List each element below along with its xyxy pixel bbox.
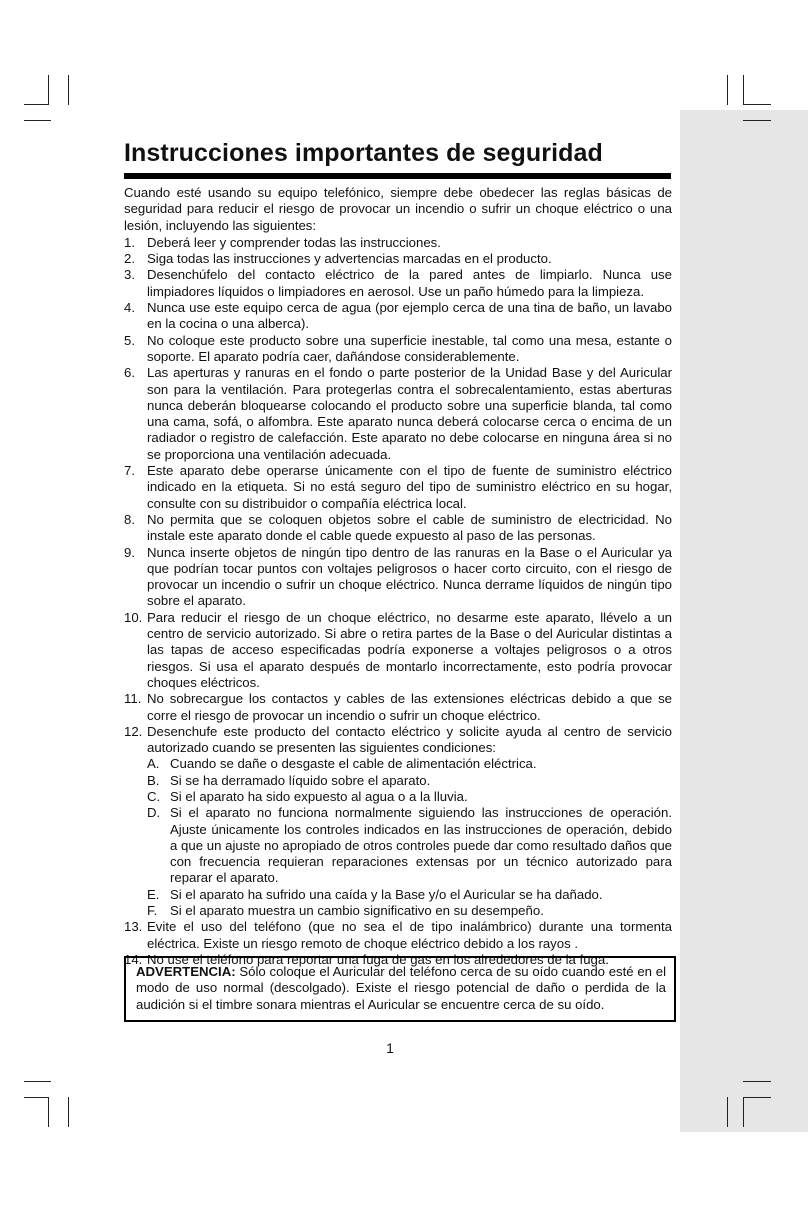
crop-mark-top-left [68, 75, 69, 105]
subitem-letter: E. [147, 886, 160, 902]
item-number: 6. [124, 365, 135, 381]
subitem-text: Si el aparato ha sido expuesto al agua o a la lluvia. [170, 788, 468, 804]
crop-mark-bottom-right [743, 1081, 771, 1082]
list-item [124, 545, 672, 610]
subitem-letter: F. [147, 903, 158, 919]
sublist-item [147, 756, 672, 772]
crop-mark-top-left [48, 75, 49, 105]
crop-mark-top-left [24, 104, 49, 105]
sublist-item [147, 887, 672, 903]
crop-mark-bottom-right [727, 1097, 728, 1127]
item-number: 1. [124, 234, 135, 250]
crop-mark-bottom-left [24, 1097, 49, 1098]
page-number: 1 [386, 1040, 394, 1056]
item-text: Las aperturas y ranuras en el fondo o parte posterior de la Unidad Base y del Auricular son para la ventilación. Para protegerlas contra el sobrecalentamiento, estas aberturas nunca deberán bloquearse colocando el producto sobre una superficie blanda, tal como una cama, sofá, o alfombra. Este aparato nunca deberá colocarse cerca o encima de un radiador o registro de calefacción. Este aparato no debe colocarse en ninguna área si no se proporciona una ventilación adecuada. [147, 365, 672, 462]
item-text: No coloque este producto sobre una superficie inestable, tal como una mesa, estante o soporte. El aparato podría caer, dañándose considerablemente. [147, 332, 672, 364]
item-text: Nunca use este equipo cerca de agua (por ejemplo cerca de una tina de baño, un lavabo en la cocina o una alberca). [147, 300, 672, 332]
subitem-letter: C. [147, 788, 161, 804]
item-number: 8. [124, 511, 135, 527]
sublist-item [147, 805, 672, 886]
list-item [124, 300, 672, 333]
crop-mark-top-right [743, 120, 771, 121]
list-item [124, 463, 672, 512]
item-number: 7. [124, 463, 135, 479]
gray-margin-band [680, 110, 808, 1132]
page-title: Instrucciones importantes de seguridad [124, 139, 603, 167]
item-text: No permita que se coloquen objetos sobre el cable de suministro de electricidad. No instale este aparato donde el cable quede expuesto al paso de las personas. [147, 511, 672, 544]
item-text: Evite el uso del teléfono (que no sea el de tipo inalámbrico) durante una tormenta eléctrica. Existe un riesgo remoto de choque eléctrico debido a los rayos . [147, 919, 672, 951]
conditions-sublist [147, 756, 672, 919]
crop-mark-top-right [743, 75, 744, 105]
title-rule [124, 173, 671, 179]
item-text: Nunca inserte objetos de ningún tipo dentro de las ranuras en la Base o el Auricular ya que podrían tocar puntos con voltajes peligrosos o hacer corto circuito, con el riesgo de provocar un incendio o sufrir un choque eléctrico. Nunca derrame líquidos de ningún tipo sobre el aparato. [147, 544, 672, 609]
warning-box [124, 956, 676, 1022]
item-text: Desenchúfelo del contacto eléctrico de la pared antes de limpiarlo. Nunca use limpiadores líquidos o limpiadores en aerosol. Use un paño húmedo para la limpieza. [147, 267, 672, 299]
item-number: 13. [124, 919, 143, 935]
subitem-letter: B. [147, 772, 160, 788]
item-number: 11. [124, 691, 142, 707]
item-number: 5. [124, 332, 135, 348]
list-item [124, 724, 672, 920]
safety-instructions [124, 185, 672, 968]
subitem-text: Si el aparato no funciona normalmente siguiendo las instrucciones de operación. Ajuste únicamente los controles indicados en las instrucciones de operación, debido a que un ajuste no apropiado de otros controles puede dar como resultado daños que con frecuencia requieran reparaciones extensas por un técnico autorizado para reparar el aparato. [170, 805, 672, 886]
warning-label: ADVERTENCIA: [136, 964, 236, 979]
crop-mark-bottom-right [743, 1097, 771, 1098]
item-text: Siga todas las instrucciones y advertencias marcadas en el producto. [147, 251, 552, 267]
crop-mark-top-right [727, 75, 728, 105]
warning-text: Sólo coloque el Auricular del teléfono cerca de su oído cuando esté en el modo de uso normal (descolgado). Existe el riesgo potencial de daño o perdida de la audición si el timbre sonara mientras el Auricular se encuentre cerca de su oído. [136, 964, 666, 1012]
item-number: 10. [124, 609, 143, 625]
instructions-list [124, 235, 672, 968]
list-item [124, 267, 672, 300]
intro-paragraph: Cuando esté usando su equipo telefónico, siempre debe obedecer las reglas básicas de seguridad para reducir el riesgo de provocar un incendio o sufrir un choque eléctrico o una lesión, incluyendo las siguientes: [124, 185, 672, 233]
subitem-letter: D. [147, 805, 161, 821]
list-item [124, 251, 672, 267]
item-text: No sobrecargue los contactos y cables de las extensiones eléctricas debido a que se corre el riesgo de provocar un incendio o sufrir un choque eléctrico. [147, 691, 672, 723]
item-text: Deberá leer y comprender todas las instrucciones. [147, 234, 441, 250]
list-item [124, 919, 672, 952]
item-text: No use el teléfono para reportar una fuga de gas en los alrededores de la fuga. [147, 951, 609, 967]
subitem-text: Si se ha derramado líquido sobre el aparato. [170, 772, 431, 788]
crop-mark-top-right [743, 104, 771, 105]
item-text: Para reducir el riesgo de un choque eléctrico, no desarme este aparato, llévelo a un centro de servicio autorizado. Si abre o retira partes de la Base o del Auricular distintas a las tapas de acceso especificadas podría exponerse a voltajes peligrosos o a otros riesgos. Si usa el aparato después de montarlo incorrectamente, esto podría provocar choques eléctricos. [147, 609, 672, 690]
list-item [124, 235, 672, 251]
crop-mark-bottom-left [48, 1097, 49, 1127]
crop-mark-bottom-left [68, 1097, 69, 1127]
subitem-letter: A. [147, 756, 160, 772]
item-number: 9. [124, 544, 135, 560]
item-number: 4. [124, 300, 135, 316]
sublist-item [147, 903, 672, 919]
sublist-item [147, 789, 672, 805]
item-text: Este aparato debe operarse únicamente con el tipo de fuente de suministro eléctrico indicado en la etiqueta. Si no está seguro del tipo de suministro eléctrico en su hogar, consulte con su distribuidor o compañía eléctrica local. [147, 463, 672, 511]
item-number: 12. [124, 723, 143, 739]
list-item [124, 691, 672, 724]
list-item [124, 365, 672, 463]
list-item [124, 333, 672, 366]
subitem-text: Cuando se dañe o desgaste el cable de alimentación eléctrica. [170, 756, 537, 772]
subitem-text: Si el aparato ha sufrido una caída y la Base y/o el Auricular se ha dañado. [170, 886, 603, 902]
crop-mark-bottom-left [24, 1081, 51, 1082]
item-number: 2. [124, 251, 135, 267]
sublist-item [147, 773, 672, 789]
item-text: Desenchufe este producto del contacto eléctrico y solicite ayuda al centro de servicio autorizado cuando se presenten las siguientes condiciones: [147, 723, 672, 756]
item-number: 14. [124, 951, 143, 967]
item-number: 3. [124, 267, 135, 283]
crop-mark-bottom-right [743, 1097, 744, 1127]
subitem-text: Si el aparato muestra un cambio significativo en su desempeño. [170, 903, 544, 919]
crop-mark-top-left [24, 120, 51, 121]
list-item [124, 512, 672, 545]
list-item [124, 610, 672, 691]
